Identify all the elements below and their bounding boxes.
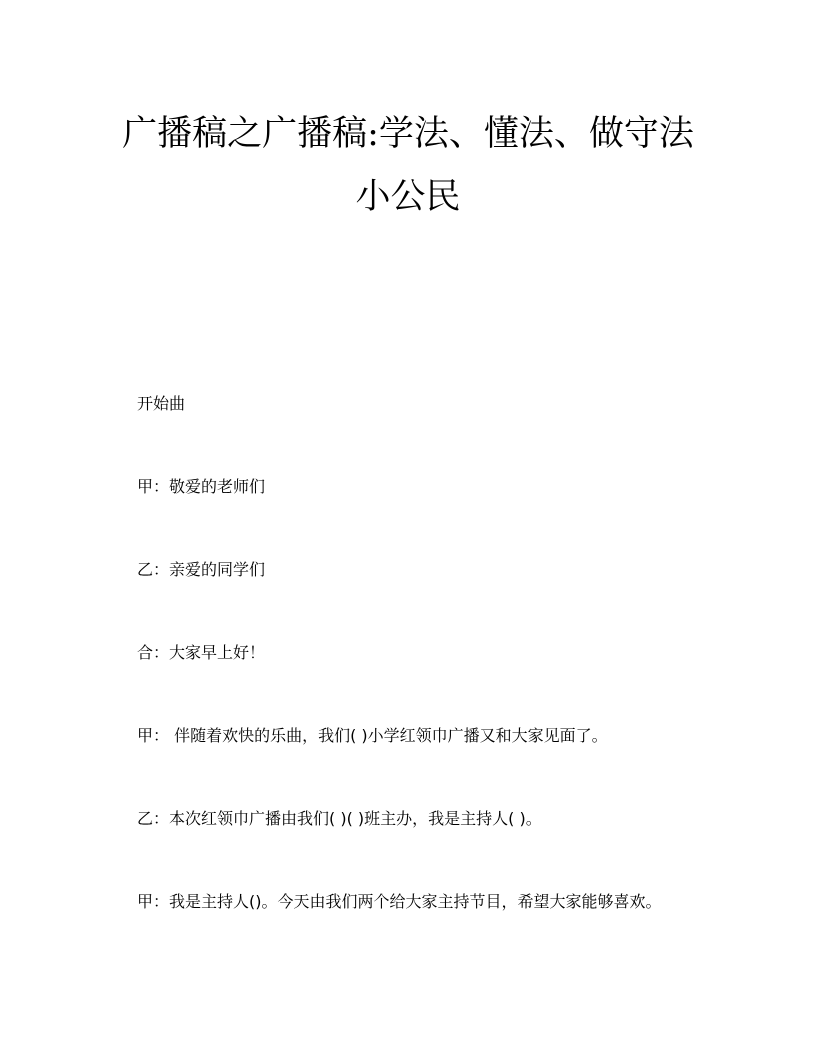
paragraph-yi-host-intro <box>121 809 701 829</box>
paragraph-text: 甲： 伴随着欢快的乐曲，我们( )小学红领巾广播又和大家见面了。 <box>137 726 608 745</box>
paragraph-text: 甲：我是主持人()。今天由我们两个给大家主持节目，希望大家能够喜欢。 <box>137 892 662 911</box>
document-title-line-2: 小公民 <box>355 177 461 217</box>
document-title-line-1: 广播稿之广播稿:学法、懂法、做守法 <box>122 114 694 154</box>
paragraph-together-good-morning <box>121 643 701 663</box>
paragraph-yi-greeting-students <box>121 560 701 580</box>
paragraph-text: 开始曲 <box>137 394 186 413</box>
paragraph-text: 甲：敬爱的老师们 <box>137 477 266 496</box>
paragraph-text: 乙：本次红领巾广播由我们( )( )班主办，我是主持人( )。 <box>137 809 542 828</box>
paragraph-jia-greeting-teachers <box>121 477 701 497</box>
paragraph-opening-music <box>121 394 701 414</box>
paragraph-text: 乙：亲爱的同学们 <box>137 560 266 579</box>
paragraph-text: 合：大家早上好！ <box>137 643 266 662</box>
paragraph-jia-broadcast-intro <box>121 726 701 746</box>
paragraph-jia-host-intro <box>121 884 701 920</box>
